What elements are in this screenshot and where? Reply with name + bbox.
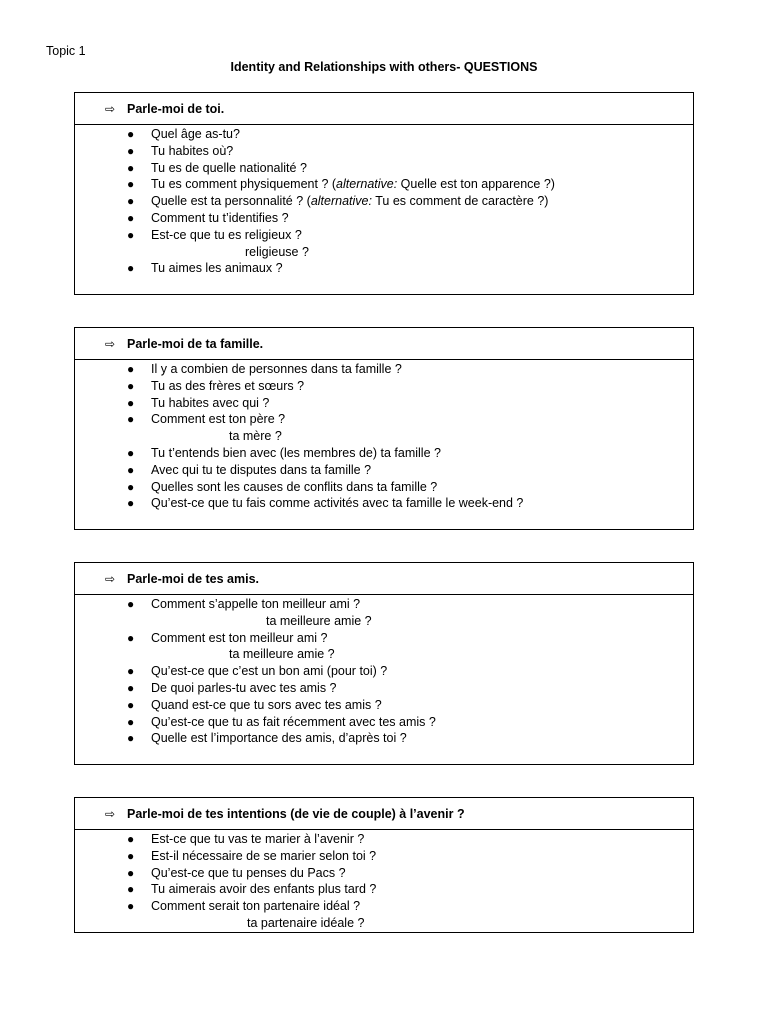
list-item <box>75 730 693 747</box>
list-item <box>75 831 693 848</box>
list-item <box>75 361 693 378</box>
bullet-icon: ● <box>127 462 135 477</box>
question-text: Avec qui tu te disputes dans ta famille ? <box>151 462 372 477</box>
list-item <box>75 680 693 697</box>
section-future-intentions <box>74 797 694 933</box>
section-heading <box>75 798 693 830</box>
question-text: Tu habites avec qui ? <box>151 395 270 410</box>
bullet-icon: ● <box>127 445 135 460</box>
bullet-icon: ● <box>127 412 135 427</box>
question-text <box>151 193 548 210</box>
question-text: Comment serait ton partenaire idéal ? <box>151 899 361 914</box>
list-item <box>75 143 693 160</box>
bullet-icon: ● <box>127 630 135 645</box>
list-item <box>75 378 693 395</box>
bullet-icon: ● <box>127 143 135 158</box>
list-item <box>75 462 693 479</box>
question-text: De quoi parles-tu avec tes amis ? <box>151 680 337 695</box>
bullet-icon: ● <box>127 731 135 746</box>
alternative-label: alternative: <box>310 194 372 209</box>
question-text: Tu es de quelle nationalité ? <box>151 160 307 175</box>
bullet-icon: ● <box>127 194 135 209</box>
list-item <box>75 126 693 143</box>
alternative-text: Quelle est ton apparence ?) <box>397 177 555 192</box>
list-item <box>75 630 693 647</box>
list-item-continuation <box>75 428 693 445</box>
bullet-icon: ● <box>127 395 135 410</box>
question-text: Tu habites où? <box>151 143 234 158</box>
question-text: Quelle est l’importance des amis, d’après toi ? <box>151 731 407 746</box>
question-continuation: ta meilleure amie ? <box>229 647 335 662</box>
list-item <box>75 395 693 412</box>
bullet-icon: ● <box>127 697 135 712</box>
question-text: Quand est-ce que tu sors avec tes amis ? <box>151 697 382 712</box>
section-heading <box>75 563 693 595</box>
section-heading <box>75 328 693 360</box>
question-text: Quel âge as-tu? <box>151 127 240 141</box>
question-main: Tu es comment physiquement ? ( <box>151 177 337 192</box>
list-item-continuation <box>75 613 693 630</box>
question-text: Qu’est-ce que tu penses du Pacs ? <box>151 865 346 880</box>
list-item <box>75 898 693 915</box>
bullet-icon: ● <box>127 832 135 846</box>
list-item <box>75 411 693 428</box>
document-title: Identity and Relationships with others- QUESTIONS <box>230 60 538 74</box>
question-text: Il y a combien de personnes dans ta famille ? <box>151 362 402 376</box>
question-text: Qu’est-ce que tu as fait récemment avec tes amis ? <box>151 714 436 729</box>
list-item <box>75 260 693 277</box>
bullet-icon: ● <box>127 261 135 276</box>
list-item <box>75 495 693 512</box>
bullet-icon: ● <box>127 899 135 914</box>
bullet-icon: ● <box>127 597 135 611</box>
list-item <box>75 848 693 865</box>
list-item <box>75 596 693 613</box>
question-text: Comment est ton meilleur ami ? <box>151 630 328 645</box>
question-text: Quelles sont les causes de conflits dans ta famille ? <box>151 479 438 494</box>
list-item <box>75 176 693 193</box>
question-text: Qu’est-ce que tu fais comme activités avec ta famille le week-end ? <box>151 496 524 511</box>
question-text: Tu as des frères et sœurs ? <box>151 378 305 393</box>
question-text: Tu t’entends bien avec (les membres de) ta famille ? <box>151 445 441 460</box>
list-item <box>75 697 693 714</box>
question-text: Comment est ton père ? <box>151 412 286 427</box>
question-text: Est-ce que tu vas te marier à l’avenir ? <box>151 832 365 846</box>
bullet-icon: ● <box>127 160 135 175</box>
bullet-icon: ● <box>127 680 135 695</box>
list-item <box>75 210 693 227</box>
section-family <box>74 327 694 530</box>
question-continuation: ta mère ? <box>229 429 282 444</box>
section-heading-text: Parle-moi de tes intentions (de vie de couple) à l’avenir ? <box>127 806 465 821</box>
list-item <box>75 445 693 462</box>
bullet-icon: ● <box>127 848 135 863</box>
arrow-icon: ⇨ <box>105 806 116 821</box>
list-item <box>75 714 693 731</box>
list-item <box>75 160 693 177</box>
section-heading <box>75 93 693 125</box>
bullet-icon: ● <box>127 865 135 880</box>
list-item <box>75 881 693 898</box>
question-text: Tu aimerais avoir des enfants plus tard ? <box>151 882 377 897</box>
list-item-continuation <box>75 646 693 663</box>
question-text: Tu aimes les animaux ? <box>151 261 283 276</box>
bullet-icon: ● <box>127 664 135 679</box>
question-text: Est-ce que tu es religieux ? <box>151 227 302 242</box>
section-heading-text: Parle-moi de tes amis. <box>127 571 260 586</box>
topic-label: Topic 1 <box>46 44 86 58</box>
bullet-icon: ● <box>127 210 135 225</box>
arrow-icon: ⇨ <box>105 571 116 586</box>
bullet-icon: ● <box>127 378 135 393</box>
question-text: Comment tu t’identifies ? <box>151 210 289 225</box>
list-item <box>75 193 693 210</box>
alternative-text: Tu es comment de caractère ?) <box>371 194 549 209</box>
question-text: Qu’est-ce que c’est un bon ami (pour toi) ? <box>151 664 388 679</box>
list-item <box>75 227 693 244</box>
bullet-icon: ● <box>127 362 135 376</box>
alternative-label: alternative: <box>336 177 398 192</box>
bullet-icon: ● <box>127 496 135 511</box>
list-item-continuation <box>75 244 693 261</box>
section-heading-text: Parle-moi de toi. <box>127 101 225 116</box>
bullet-icon: ● <box>127 479 135 494</box>
section-heading-text: Parle-moi de ta famille. <box>127 336 264 351</box>
question-continuation: religieuse ? <box>245 244 309 259</box>
section-about-you <box>74 92 694 295</box>
bullet-icon: ● <box>127 882 135 897</box>
question-text: Comment s’appelle ton meilleur ami ? <box>151 597 361 611</box>
question-main: Quelle est ta personnalité ? ( <box>151 194 311 209</box>
list-item <box>75 663 693 680</box>
question-continuation: ta meilleure amie ? <box>266 613 372 628</box>
list-item <box>75 479 693 496</box>
bullet-icon: ● <box>127 177 135 192</box>
list-item-continuation <box>75 915 693 932</box>
question-continuation: ta partenaire idéale ? <box>247 915 365 930</box>
question-text <box>151 176 555 193</box>
list-item <box>75 865 693 882</box>
question-text: Est-il nécessaire de se marier selon toi ? <box>151 848 377 863</box>
bullet-icon: ● <box>127 127 135 141</box>
arrow-icon: ⇨ <box>105 336 116 351</box>
arrow-icon: ⇨ <box>105 101 116 116</box>
section-friends <box>74 562 694 765</box>
bullet-icon: ● <box>127 227 135 242</box>
bullet-icon: ● <box>127 714 135 729</box>
